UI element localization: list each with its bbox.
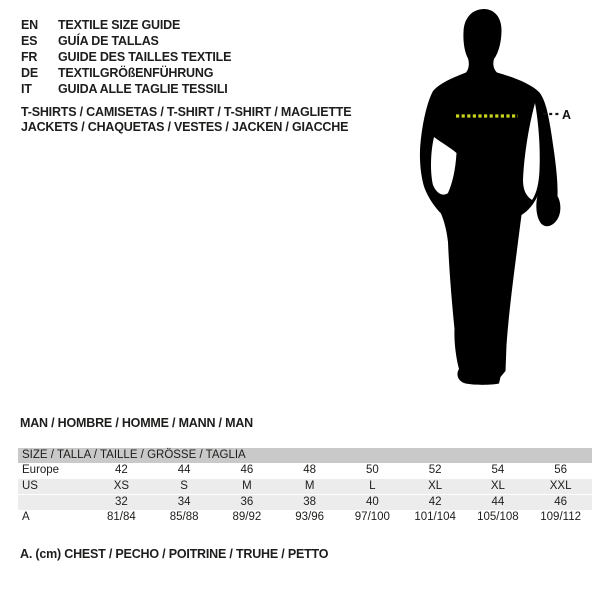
size-cell: 93/96 [295,510,325,523]
category-line: JACKETS / CHAQUETAS / VESTES / JACKEN / GIACCHE [21,120,349,134]
size-cell: 46 [554,496,568,508]
language-row [21,65,231,81]
size-cell: 81/84 [106,510,136,523]
size-cell: 42 [114,464,128,476]
size-cell: 38 [303,496,317,508]
size-cell: 97/100 [354,510,390,523]
language-label: TEXTILGRÖßENFÜHRUNG [58,66,214,80]
size-cell: 32 [114,496,128,508]
size-cell: XL [490,479,505,492]
language-row [21,49,231,65]
language-code: IT [21,82,32,96]
language-row [21,17,231,33]
size-cell: 105/108 [477,510,519,523]
size-cell: 52 [428,464,442,476]
category-list [21,105,351,135]
category-line: T-SHIRTS / CAMISETAS / T-SHIRT / T-SHIRT / MAGLIETTE [21,105,352,119]
size-table-header: SIZE / TALLA / TAILLE / GRÖSSE / TAGLIA [18,448,592,463]
language-label: TEXTILE SIZE GUIDE [58,18,181,32]
size-cell: 54 [491,464,505,476]
language-label: GUIDA ALLE TAGLIE TESSILI [58,82,228,96]
section-title-man: MAN / HOMBRE / HOMME / MANN / MAN [20,416,253,430]
size-cell: XL [428,479,443,492]
size-cell: 44 [177,464,191,476]
size-cell: M [242,479,252,492]
size-table-body [18,463,592,525]
size-cell: 50 [365,464,379,476]
language-label: GUÍA DE TALLAS [58,34,159,48]
size-cell: 40 [365,496,379,508]
size-cell: XXL [549,479,572,492]
size-cell: 36 [240,496,254,508]
row-label: A [22,510,30,523]
size-cell: 109/112 [540,510,581,523]
size-cell: L [369,479,376,492]
language-code: ES [21,34,38,48]
size-cell: 101/104 [414,510,456,523]
row-label: Europe [22,464,60,476]
size-cell: S [180,479,188,492]
row-label: US [22,479,38,492]
size-cell: 89/92 [232,510,262,523]
size-table [18,448,592,525]
size-cell: XS [113,479,130,492]
size-guide-figure [370,4,572,390]
language-code: FR [21,50,38,64]
man-silhouette [420,9,560,385]
size-cell: 48 [303,464,317,476]
language-label: GUIDE DES TAILLES TEXTILE [58,50,232,64]
language-code: EN [21,18,38,32]
table-row [18,463,592,479]
chest-measure-label: A [562,108,572,122]
language-row [21,33,231,49]
language-list [21,17,231,97]
language-row [21,81,231,97]
size-cell: M [304,479,315,492]
size-cell: 42 [428,496,442,508]
footnote-chest: A. (cm) CHEST / PECHO / POITRINE / TRUHE / PETTO [20,547,329,561]
table-row [18,494,592,510]
language-code: DE [21,66,38,80]
size-cell: 56 [554,464,568,476]
table-row [18,510,592,526]
table-row [18,479,592,495]
size-cell: 44 [491,496,505,508]
size-cell: 46 [240,464,254,476]
size-cell: 85/88 [169,510,199,523]
man-silhouette-svg [370,4,572,390]
size-cell: 34 [177,496,191,508]
